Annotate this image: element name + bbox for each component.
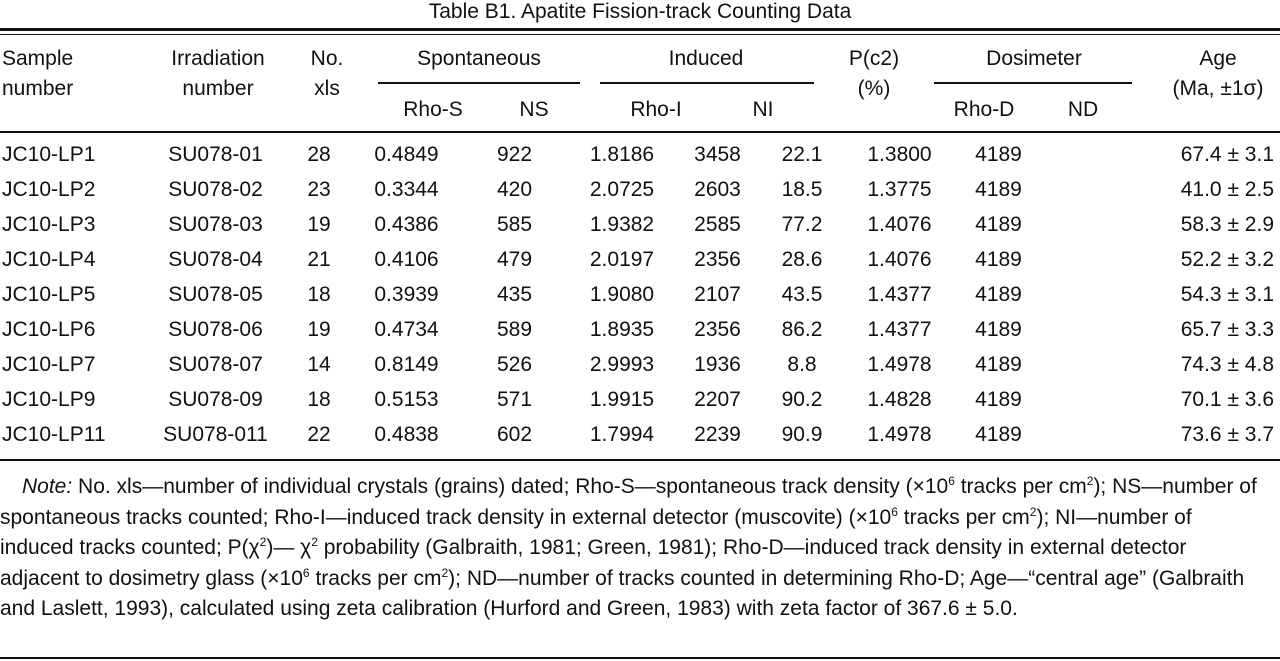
cell-sample-number: JC10-LP3 [2, 213, 96, 236]
cell-rho-s: 0.3344 [374, 178, 439, 201]
table-row [0, 247, 1280, 282]
cell-rho-i: 1.7994 [589, 423, 655, 446]
cell-sample-number: JC10-LP1 [2, 143, 96, 166]
cell-ni: 2603 [694, 178, 741, 201]
cell-sample-number: JC10-LP4 [2, 248, 96, 271]
dosimeter-group-rule [934, 82, 1132, 84]
header-bottom-rule [0, 131, 1280, 133]
header-age-line1: Age [1199, 47, 1237, 70]
table-end-rule [0, 657, 1280, 659]
cell-p-chi2: 8.8 [787, 353, 817, 376]
cell-rho-s: 0.4386 [374, 213, 439, 236]
note-label: Note: [22, 475, 73, 498]
cell-rho-d: 1.4076 [867, 248, 932, 271]
top-rule-thick [0, 28, 1280, 31]
cell-p-chi2: 90.2 [781, 388, 823, 411]
note-superscript: 2 [259, 535, 267, 549]
note-text: ); NI—number of induced tracks counted; P(χ [0, 505, 1192, 559]
cell-irradiation-number: SU078-05 [168, 283, 263, 306]
cell-rho-d: 1.4828 [867, 388, 932, 411]
cell-nd: 4189 [975, 178, 1022, 201]
header-rho-d: Rho-D [953, 98, 1015, 121]
table-row [0, 317, 1280, 352]
cell-irradiation-number: SU078-01 [168, 143, 263, 166]
cell-rho-d: 1.3775 [867, 178, 932, 201]
cell-no-xls: 23 [307, 178, 331, 201]
header-pc2-line2: (%) [857, 77, 891, 100]
table-body-bottom-rule [0, 459, 1280, 461]
note-text: )— χ [266, 536, 312, 559]
cell-nd: 4189 [975, 248, 1022, 271]
cell-irradiation-number: SU078-02 [168, 178, 263, 201]
note-superscript: 6 [948, 474, 955, 488]
cell-irradiation-number: SU078-04 [168, 248, 263, 271]
cell-p-chi2: 22.1 [781, 143, 823, 166]
cell-no-xls: 18 [307, 388, 331, 411]
cell-age: 70.1 ± 3.6 [1180, 388, 1274, 411]
table-title: Table B1. Apatite Fission-track Counting Data [428, 0, 852, 23]
header-sample-line1: Sample [2, 47, 74, 70]
cell-age: 67.4 ± 3.1 [1180, 143, 1274, 166]
note-text: tracks per cm [897, 505, 1030, 529]
cell-rho-d: 1.4076 [867, 213, 932, 236]
cell-ni: 2356 [694, 248, 741, 271]
cell-ns: 420 [496, 178, 533, 201]
header-induced: Induced [668, 47, 744, 70]
cell-rho-s: 0.4838 [374, 423, 439, 446]
cell-irradiation-number: SU078-03 [168, 213, 263, 236]
cell-ns: 589 [496, 318, 533, 341]
cell-rho-s: 0.8149 [374, 353, 439, 376]
cell-sample-number: JC10-LP9 [2, 388, 96, 411]
cell-rho-s: 0.3939 [374, 283, 439, 306]
cell-ns: 479 [496, 248, 533, 271]
cell-ns: 526 [496, 353, 533, 376]
cell-rho-d: 1.4978 [867, 423, 932, 446]
cell-age: 52.2 ± 3.2 [1180, 248, 1274, 271]
cell-no-xls: 22 [307, 423, 331, 446]
cell-no-xls: 21 [307, 248, 331, 271]
cell-sample-number: JC10-LP11 [2, 423, 106, 446]
cell-p-chi2: 90.9 [781, 423, 823, 446]
cell-age: 65.7 ± 3.3 [1180, 318, 1274, 341]
cell-rho-i: 2.0725 [589, 178, 655, 201]
cell-rho-i: 1.8935 [589, 318, 655, 341]
table-row [0, 212, 1280, 247]
cell-no-xls: 14 [307, 353, 331, 376]
cell-rho-s: 0.4106 [374, 248, 439, 271]
table-row [0, 282, 1280, 317]
header-noxls-line1: No. [310, 47, 344, 70]
cell-rho-d: 1.3800 [867, 143, 932, 166]
cell-nd: 4189 [975, 143, 1022, 166]
cell-rho-i: 1.9382 [589, 213, 655, 236]
cell-ni: 2239 [694, 423, 741, 446]
cell-rho-i: 1.9915 [589, 388, 655, 411]
note-superscript: 2 [441, 565, 449, 580]
cell-sample-number: JC10-LP7 [2, 353, 96, 376]
cell-p-chi2: 77.2 [781, 213, 823, 236]
header-rho-s: Rho-S [403, 98, 463, 121]
cell-p-chi2: 28.6 [781, 248, 823, 271]
note-text: ); ND—number of tracks counted in determining Rho-D; Age—“central age” (Galbraith and Laslett, 1993), calculated using zeta calibration (Hurford and Green, 1983) with zeta factor of 367.6 ± 5.0. [0, 566, 1245, 620]
cell-nd: 4189 [975, 353, 1022, 376]
table-row [0, 422, 1280, 457]
header-sample-line2: number [2, 77, 74, 100]
header-rho-i: Rho-I [630, 98, 682, 121]
cell-ni: 3458 [694, 143, 741, 166]
cell-sample-number: JC10-LP2 [2, 178, 96, 201]
cell-ni: 2585 [694, 213, 741, 236]
cell-rho-s: 0.4849 [374, 143, 439, 166]
header-ni: NI [752, 98, 774, 121]
note-superscript: 2 [1029, 504, 1037, 519]
header-age-line2: (Ma, ±1σ) [1172, 77, 1264, 100]
cell-rho-d: 1.4377 [867, 318, 932, 341]
note-text: ); NS—number of spontaneous tracks counted; Rho-I—induced track density in external detector (muscovite) (×10 [0, 475, 1257, 529]
cell-ni: 1936 [694, 353, 741, 376]
cell-nd: 4189 [975, 213, 1022, 236]
table-row [0, 387, 1280, 422]
header-pc2-line1: P(c2) [848, 47, 900, 70]
table-note [0, 472, 1262, 625]
data-table [0, 142, 1280, 457]
header-noxls-line2: xls [314, 77, 340, 100]
cell-ns: 571 [496, 388, 533, 411]
cell-rho-d: 1.4978 [867, 353, 932, 376]
table-row [0, 177, 1280, 212]
note-superscript: 2 [1086, 474, 1094, 488]
note-text: No. xls—number of individual crystals (grains) dated; Rho-S—spontaneous track density (×10 [72, 475, 949, 498]
cell-no-xls: 19 [307, 318, 331, 341]
cell-age: 41.0 ± 2.5 [1180, 178, 1274, 201]
cell-nd: 4189 [975, 423, 1022, 446]
cell-irradiation-number: SU078-06 [168, 318, 263, 341]
cell-ni: 2207 [694, 388, 741, 411]
cell-no-xls: 19 [307, 213, 331, 236]
cell-no-xls: 18 [307, 283, 331, 306]
cell-irradiation-number: SU078-011 [163, 423, 268, 446]
top-rule-thin [0, 34, 1280, 35]
note-superscript: 2 [311, 535, 318, 549]
cell-ni: 2356 [694, 318, 741, 341]
cell-rho-d: 1.4377 [867, 283, 932, 306]
header-irradiation-line2: number [182, 77, 254, 100]
header-spontaneous: Spontaneous [417, 47, 541, 70]
cell-age: 54.3 ± 3.1 [1180, 283, 1274, 306]
note-superscript: 6 [302, 565, 310, 580]
cell-age: 58.3 ± 2.9 [1180, 213, 1274, 236]
cell-rho-i: 1.9080 [589, 283, 655, 306]
cell-age: 73.6 ± 3.7 [1180, 423, 1274, 446]
cell-p-chi2: 18.5 [781, 178, 823, 201]
cell-rho-s: 0.4734 [374, 318, 439, 341]
cell-nd: 4189 [975, 388, 1022, 411]
note-superscript: 6 [891, 504, 898, 519]
cell-ni: 2107 [694, 283, 741, 306]
header-irradiation-line1: Irradiation [171, 47, 265, 70]
cell-p-chi2: 86.2 [781, 318, 823, 341]
cell-rho-i: 2.9993 [589, 353, 655, 376]
cell-rho-i: 1.8186 [589, 143, 655, 166]
cell-age: 74.3 ± 4.8 [1180, 353, 1274, 376]
table-row [0, 142, 1280, 177]
header-dosimeter: Dosimeter [986, 47, 1082, 70]
cell-rho-s: 0.5153 [374, 388, 439, 411]
cell-nd: 4189 [975, 283, 1022, 306]
cell-ns: 602 [496, 423, 533, 446]
cell-nd: 4189 [975, 318, 1022, 341]
cell-ns: 585 [496, 213, 533, 236]
spontaneous-group-rule [378, 82, 580, 84]
cell-rho-i: 2.0197 [589, 248, 655, 271]
note-text: tracks per cm [954, 475, 1087, 498]
table-row [0, 352, 1280, 387]
cell-ns: 435 [496, 283, 533, 306]
cell-p-chi2: 43.5 [781, 283, 823, 306]
note-text: tracks per cm [309, 566, 442, 590]
cell-sample-number: JC10-LP5 [2, 283, 96, 306]
cell-ns: 922 [496, 143, 533, 166]
header-ns: NS [519, 98, 549, 121]
cell-irradiation-number: SU078-07 [168, 353, 263, 376]
cell-no-xls: 28 [307, 143, 331, 166]
cell-irradiation-number: SU078-09 [168, 388, 263, 411]
header-nd: ND [1067, 98, 1099, 121]
induced-group-rule [600, 82, 814, 84]
cell-sample-number: JC10-LP6 [2, 318, 96, 341]
note-text: probability (Galbraith, 1981; Green, 1981); Rho-D—induced track density in external detector adjacent to dosimetry glass (×10 [0, 536, 1187, 590]
